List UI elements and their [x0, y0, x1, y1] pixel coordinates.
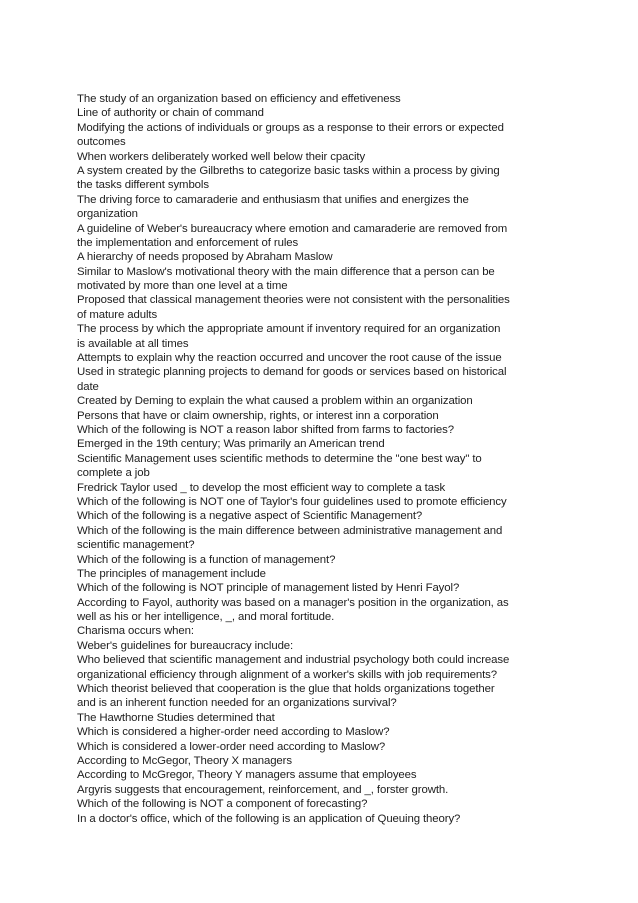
text-line: Which of the following is NOT a reason labor shifted from farms to factories? — [77, 423, 455, 436]
text-line: Charisma occurs when: — [77, 625, 194, 638]
text-line: Used in strategic planning projects to demand for goods or services based on historical — [77, 366, 507, 379]
text-line: Emerged in the 19th century; Was primarily an American trend — [77, 438, 385, 451]
text-line: Argyris suggests that encouragement, reinforcement, and _, forster growth. — [77, 783, 449, 796]
text-line: Which of the following is a function of management? — [77, 553, 336, 566]
text-line: Fredrick Taylor used _ to develop the most efficient way to complete a task — [77, 481, 446, 494]
text-line: date — [77, 380, 99, 393]
text-line: According to McGegor, Theory X managers — [77, 754, 292, 767]
text-line: of mature adults — [77, 308, 158, 321]
text-line: Line of authority or chain of command — [77, 107, 264, 120]
text-line: The study of an organization based on efficiency and effetiveness — [77, 93, 401, 105]
text-line: According to Fayol, authority was based on a manager's position in the organization, as — [77, 596, 509, 609]
text-line: The principles of management include — [77, 567, 266, 580]
text-line: Modifying the actions of individuals or groups as a response to their errors or expected — [77, 121, 504, 134]
text-line: outcomes — [77, 136, 126, 149]
text-line: is available at all times — [77, 337, 189, 350]
text-line: Which of the following is a negative aspect of Scientific Management? — [77, 510, 423, 523]
text-line: When workers deliberately worked well below their cpacity — [77, 150, 366, 163]
text-line: Which is considered a lower-order need according to Maslow? — [77, 740, 386, 753]
text-line: scientific management? — [77, 539, 195, 552]
text-line: organization — [77, 208, 138, 221]
text-line: The driving force to camaraderie and enthusiasm that unifies and energizes the — [77, 193, 469, 206]
text-line: organizational efficiency through alignment of a worker's skills with job requirements? — [77, 668, 497, 681]
text-line: The process by which the appropriate amount if inventory required for an organization — [77, 323, 501, 336]
text-line: Which of the following is NOT principle of management listed by Henri Fayol? — [77, 582, 460, 595]
text-line: A guideline of Weber's bureaucracy where emotion and camaraderie are removed from — [77, 222, 508, 235]
text-line: Which of the following is NOT one of Taylor's four guidelines used to promote efficiency — [77, 495, 507, 508]
text-line: the tasks different symbols — [77, 179, 209, 192]
text-line: In a doctor's office, which of the following is an application of Queuing theory? — [77, 812, 461, 825]
text-line: the implementation and enforcement of rules — [77, 236, 299, 249]
text-line: A hierarchy of needs proposed by Abraham Maslow — [77, 251, 333, 264]
text-line: Scientific Management uses scientific methods to determine the "one best way" to — [77, 452, 482, 465]
text-line: and is an inherent function needed for an organizations survival? — [77, 697, 397, 710]
text-line: Weber's guidelines for bureaucracy include: — [77, 639, 294, 652]
text-line: Created by Deming to explain the what caused a problem within an organization — [77, 395, 473, 408]
text-line: Which of the following is NOT a component of forecasting? — [77, 798, 368, 811]
text-line: According to McGregor, Theory Y managers assume that employees — [77, 769, 417, 782]
text-line: Which theorist believed that cooperation is the glue that holds organizations together — [77, 683, 495, 696]
text-line: The Hawthorne Studies determined that — [77, 711, 275, 724]
text-line: Proposed that classical management theories were not consistent with the personalities — [77, 294, 510, 307]
text-line: Who believed that scientific management and industrial psychology both could increase — [77, 654, 510, 667]
text-line: well as his or her intelligence, _, and moral fortitude. — [77, 611, 335, 624]
text-line: Similar to Maslow's motivational theory with the main difference that a person can be — [77, 265, 495, 278]
text-line: motivated by more than one level at a time — [77, 280, 288, 293]
text-line: Attempts to explain why the reaction occurred and uncover the root cause of the issue — [77, 352, 502, 365]
text-line: complete a job — [77, 467, 150, 480]
text-line: Which is considered a higher-order need according to Maslow? — [77, 726, 390, 739]
text-line: A system created by the Gilbreths to categorize basic tasks within a process by giving — [77, 164, 500, 177]
text-line: Which of the following is the main difference between administrative management and — [77, 524, 503, 537]
document-text-body — [77, 92, 559, 826]
text-line: Persons that have or claim ownership, rights, or interest inn a corporation — [77, 409, 439, 422]
